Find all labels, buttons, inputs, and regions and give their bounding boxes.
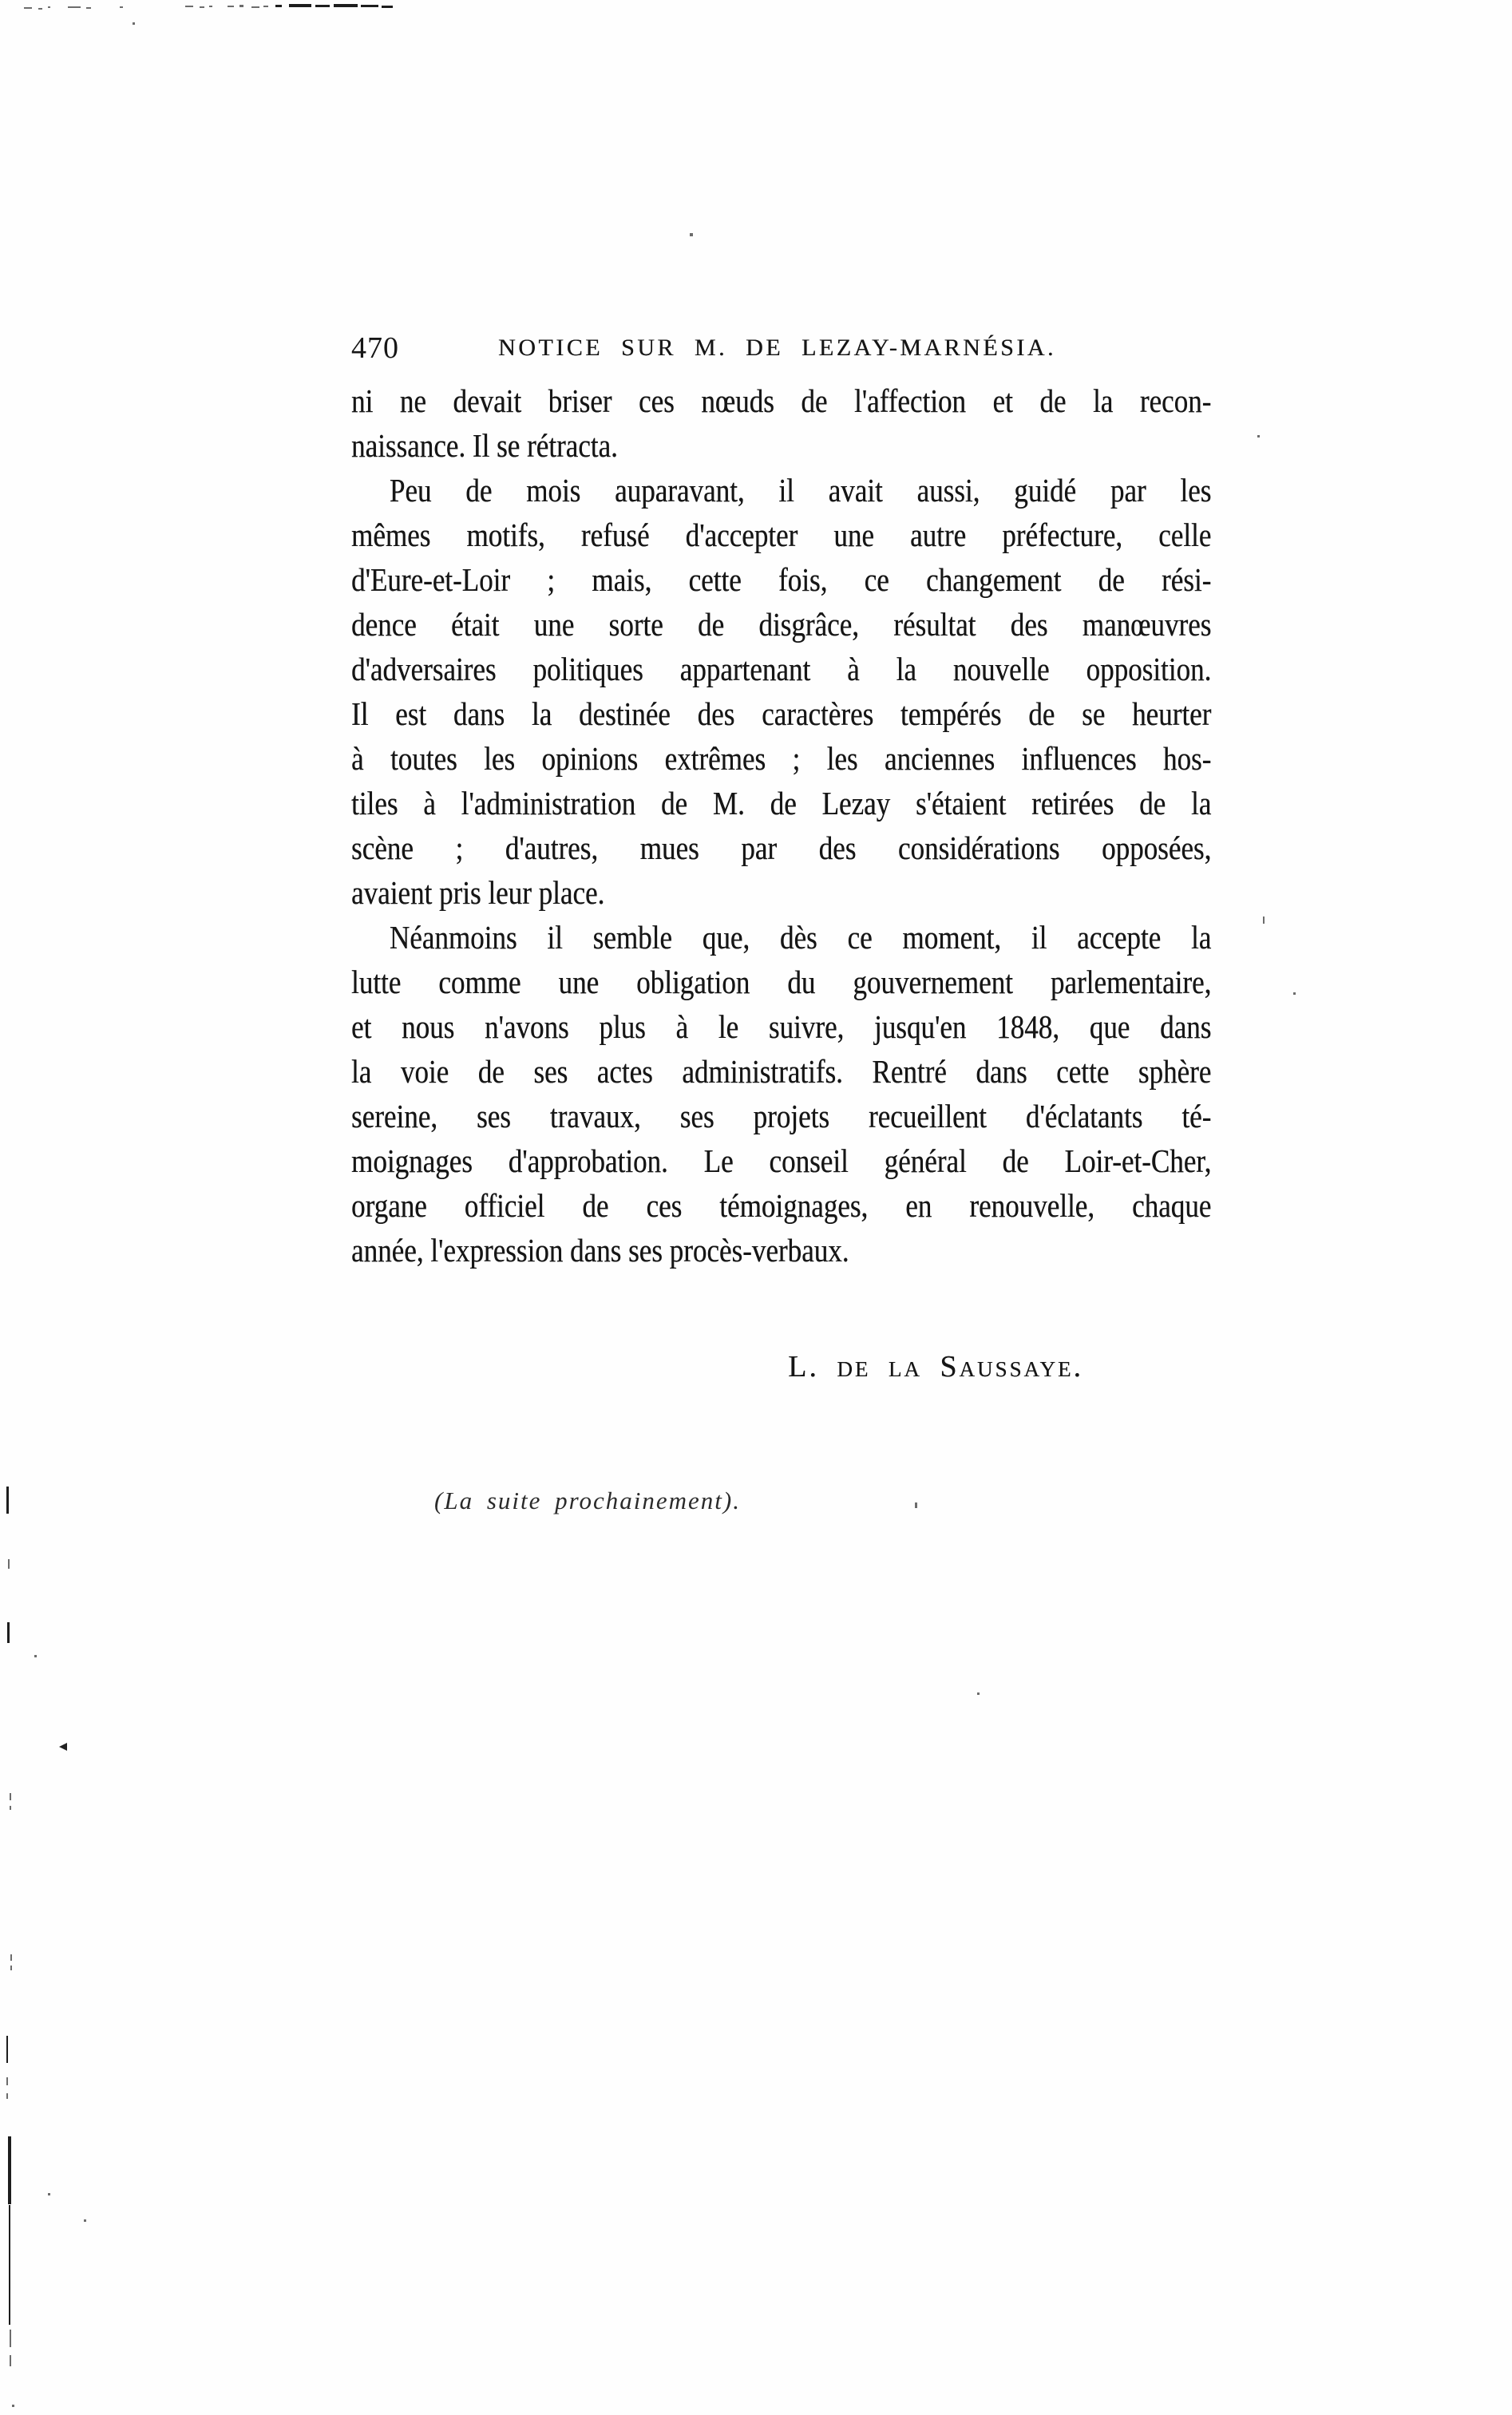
text-line: dence était une sorte de disgrâce, résultat des manœuvres bbox=[351, 606, 1212, 643]
author-signature: L. de la Saussaye. bbox=[788, 1350, 1083, 1384]
text-line: scène ; d'autres, mues par des considérations opposées, bbox=[351, 829, 1212, 866]
text-line: moignages d'approbation. Le conseil général de Loir-et-Cher, bbox=[351, 1142, 1212, 1179]
page-number: 470 bbox=[351, 331, 399, 365]
continuation-note: (La suite prochainement). bbox=[434, 1487, 741, 1514]
text-line: d'Eure-et-Loir ; mais, cette fois, ce changement de rési- bbox=[351, 561, 1212, 598]
text-line: Néanmoins il semble que, dès ce moment, il accepte la bbox=[389, 919, 1212, 956]
text-line: avaient pris leur place. bbox=[351, 874, 605, 911]
text-line: sereine, ses travaux, ses projets recueillent d'éclatants té- bbox=[351, 1098, 1212, 1134]
text-line: tiles à l'administration de M. de Lezay s'étaient retirées de la bbox=[351, 785, 1212, 821]
text-line: lutte comme une obligation du gouvernement parlementaire, bbox=[351, 964, 1212, 1000]
text-line: à toutes les opinions extrêmes ; les anciennes influences hos- bbox=[351, 740, 1212, 777]
text-line: organe officiel de ces témoignages, en renouvelle, chaque bbox=[351, 1187, 1212, 1224]
text-line: Il est dans la destinée des caractères tempérés de se heurter bbox=[351, 695, 1212, 732]
running-header: NOTICE SUR M. DE LEZAY-MARNÉSIA. bbox=[498, 335, 1056, 361]
text-line: année, l'expression dans ses procès-verbaux. bbox=[351, 1232, 849, 1269]
text-line: naissance. Il se rétracta. bbox=[351, 427, 618, 464]
page-header bbox=[351, 329, 1211, 367]
text-line: ni ne devait briser ces nœuds de l'affection et de la recon- bbox=[351, 382, 1212, 419]
text-line: mêmes motifs, refusé d'accepter une autre préfecture, celle bbox=[351, 517, 1212, 553]
text-line: d'adversaires politiques appartenant à la nouvelle opposition. bbox=[351, 651, 1212, 687]
text-line: Peu de mois auparavant, il avait aussi, guidé par les bbox=[389, 472, 1212, 509]
page-content bbox=[351, 329, 1211, 1515]
text-line: la voie de ses actes administratifs. Rentré dans cette sphère bbox=[351, 1053, 1212, 1090]
text-line: et nous n'avons plus à le suivre, jusqu'en 1848, que dans bbox=[351, 1008, 1212, 1045]
body-text bbox=[351, 378, 1211, 1273]
